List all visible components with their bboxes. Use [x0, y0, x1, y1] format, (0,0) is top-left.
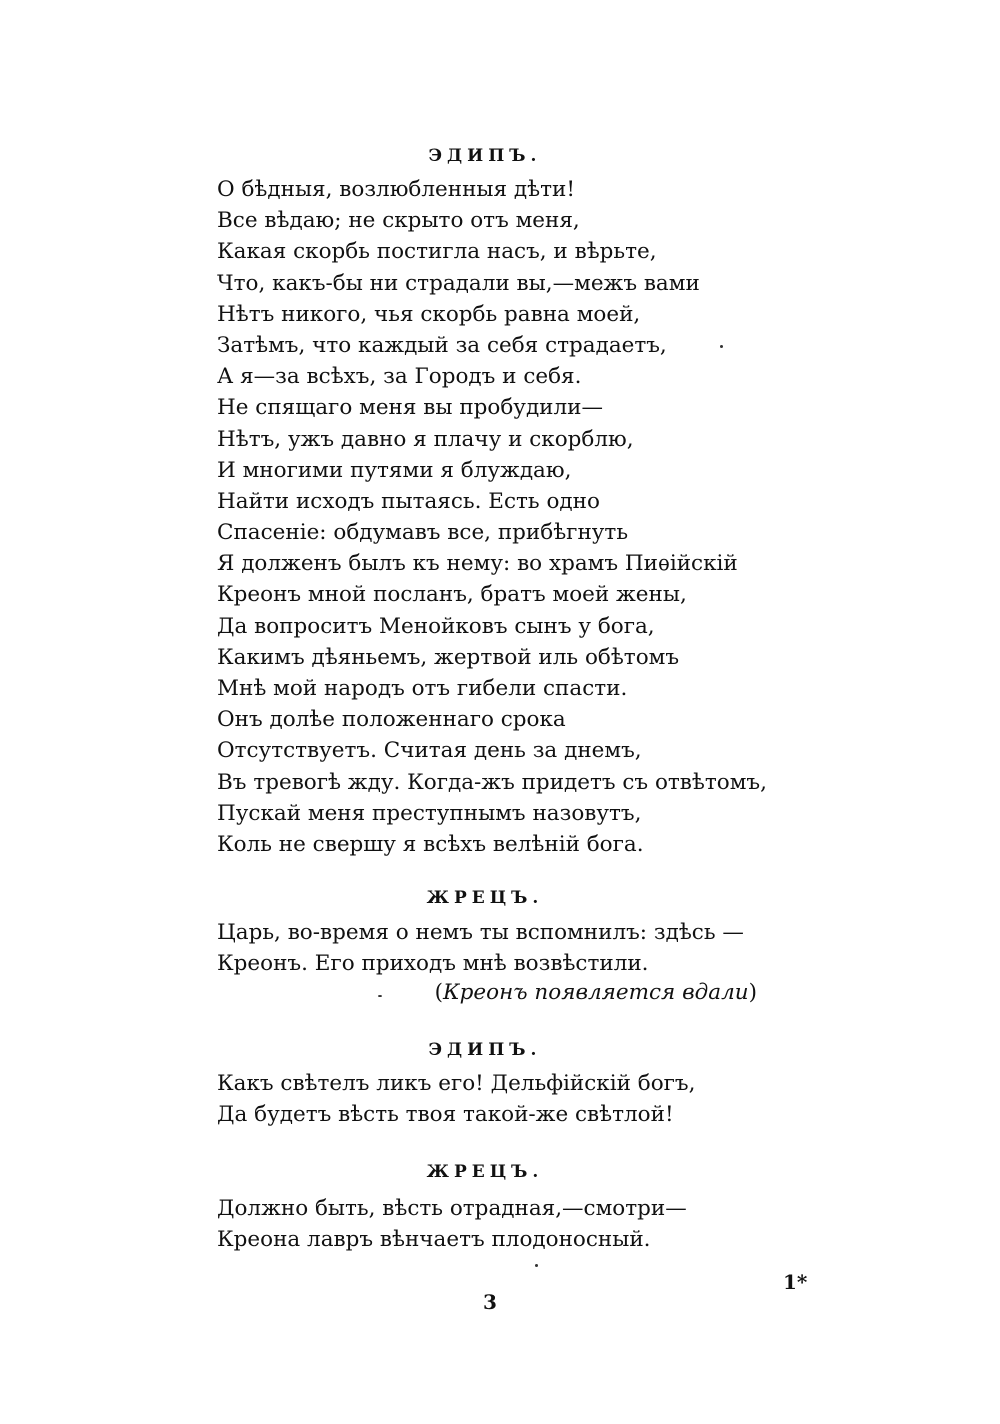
- verse-line: Да вопроситъ Менойковъ сынъ у бога,: [217, 613, 655, 639]
- stage-close-paren: ): [748, 980, 757, 1005]
- verse-line: Должно быть, вѣсть отрадная,—смотри—: [217, 1196, 687, 1221]
- page-number: 3: [483, 1290, 497, 1314]
- verse-line: А я—за всѣхъ, за Городъ и себя.: [217, 364, 582, 390]
- verse-line: О бѣдныя, возлюбленныя дѣти!: [217, 177, 575, 202]
- verse-line: Я долженъ былъ къ нему: во храмъ Пиѳійскій: [217, 551, 738, 577]
- verse-line: Затѣмъ, что каждый за себя страдаетъ,: [217, 332, 667, 358]
- verse-line: Креонъ мной посланъ, братъ моей жены,: [217, 582, 687, 608]
- verse-line: Мнѣ мой народъ отъ гибели спасти.: [217, 676, 628, 701]
- verse-line: Какая скорбь постигла насъ, и вѣрьте,: [217, 239, 657, 265]
- verse-block: [217, 1068, 695, 1130]
- speaker-heading-oedipus: ЭДИПЪ.: [428, 1040, 542, 1060]
- verse-line: Отсутствуетъ. Считая день за днемъ,: [217, 738, 642, 764]
- print-speck: [720, 345, 723, 348]
- verse-line: Найти исходъ пытаясь. Есть одно: [217, 488, 600, 514]
- print-speck: [535, 1264, 538, 1267]
- verse-line: Коль не свершу я всѣхъ велѣній бога.: [217, 831, 644, 857]
- verse-line: Не спящаго меня вы пробудили—: [217, 395, 604, 421]
- verse-line: Онъ долѣе положеннаго срока: [217, 707, 566, 733]
- verse-line: Царь, во-время о немъ ты вспомнилъ: здѣсь —: [217, 920, 744, 945]
- signature-mark: 1*: [783, 1270, 808, 1294]
- verse-line: Все вѣдаю; не скрыто отъ меня,: [217, 208, 580, 234]
- verse-line: Какимъ дѣяньемъ, жертвой иль обѣтомъ: [217, 644, 680, 670]
- verse-line: Да будетъ вѣсть твоя такой-же свѣтлой!: [217, 1102, 674, 1128]
- verse-line: Креона лавръ вѣнчаетъ плодоносный.: [217, 1227, 651, 1253]
- stage-direction-text: Креонъ появляется вдали: [443, 980, 749, 1005]
- speaker-heading-priest: ЖРЕЦЪ.: [426, 888, 544, 908]
- verse-line: Въ тревогѣ жду. Когда-жъ придетъ съ отвѣтомъ,: [217, 769, 767, 795]
- stage-open-paren: (: [434, 980, 444, 1005]
- verse-line: И многими путями я блуждаю,: [217, 457, 572, 483]
- verse-line: Креонъ. Его приходъ мнѣ возвѣстили.: [217, 951, 649, 977]
- verse-line: Спасеніе: обдумавъ все, прибѣгнуть: [217, 520, 629, 546]
- print-speck: [378, 995, 382, 997]
- verse-block: [217, 1193, 687, 1255]
- verse-block: [217, 174, 767, 860]
- verse-line: Что, какъ-бы ни страдали вы,—межъ вами: [217, 270, 700, 296]
- verse-line: Какъ свѣтелъ ликъ его! Дельфійскій богъ,: [217, 1071, 696, 1096]
- verse-block: [217, 917, 744, 979]
- verse-line: Нѣтъ, ужъ давно я плачу и скорблю,: [217, 426, 634, 452]
- verse-line: Пускай меня преступнымъ назовутъ,: [217, 800, 642, 826]
- speaker-heading-oedipus: ЭДИПЪ.: [428, 146, 542, 166]
- verse-line: Нѣтъ никого, чья скорбь равна моей,: [217, 301, 641, 327]
- speaker-heading-priest: ЖРЕЦЪ.: [426, 1162, 544, 1182]
- stage-direction: [435, 980, 757, 1005]
